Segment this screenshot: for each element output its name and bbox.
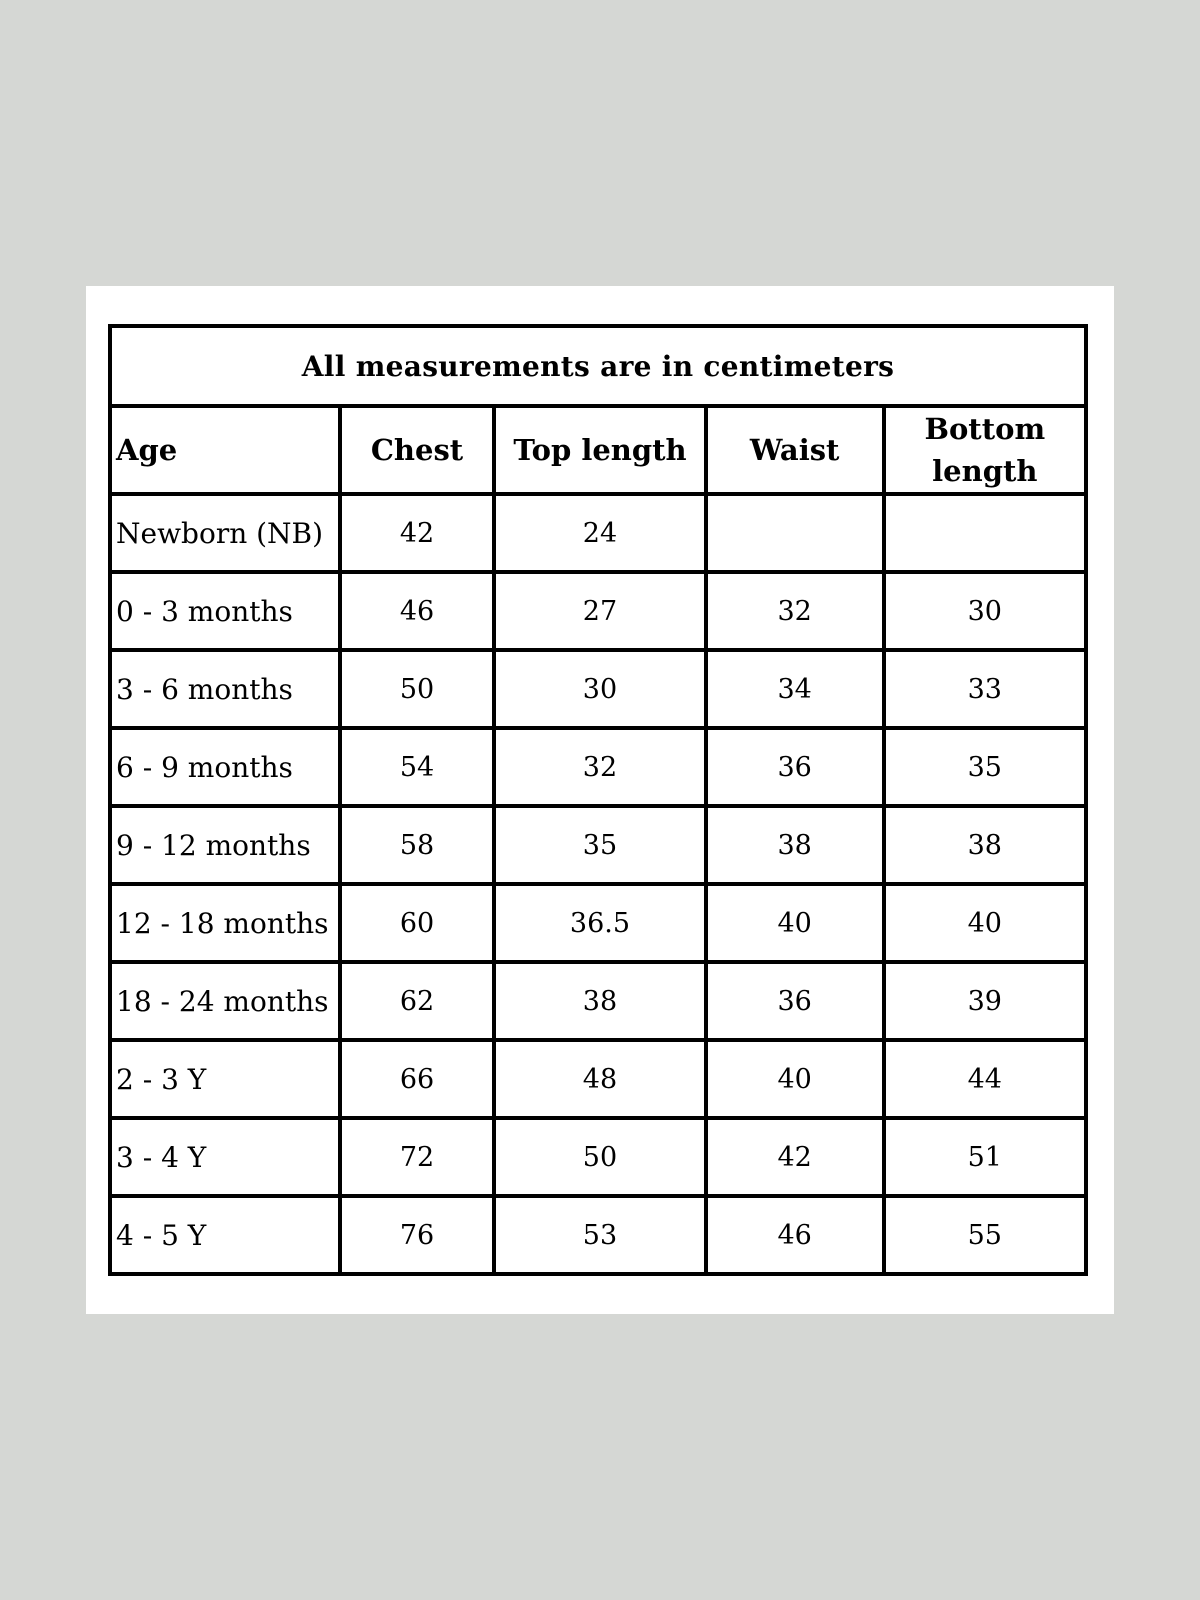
table-row	[110, 1196, 1086, 1274]
chest-cell: 50	[340, 650, 495, 728]
waist-cell: 42	[706, 1118, 884, 1196]
bottom-length-cell: 35	[884, 728, 1086, 806]
bottom-length-cell: 51	[884, 1118, 1086, 1196]
waist-cell: 46	[706, 1196, 884, 1274]
top-length-cell: 30	[494, 650, 705, 728]
table-row	[110, 1118, 1086, 1196]
chest-cell: 76	[340, 1196, 495, 1274]
age-cell: 0 - 3 months	[110, 572, 340, 650]
waist-cell: 40	[706, 1040, 884, 1118]
bottom-length-cell: 33	[884, 650, 1086, 728]
chest-cell: 72	[340, 1118, 495, 1196]
column-header-bottom-length-line2: length	[932, 454, 1038, 488]
waist-cell: 34	[706, 650, 884, 728]
bottom-length-cell: 44	[884, 1040, 1086, 1118]
top-length-cell: 32	[494, 728, 705, 806]
column-header-age: Age	[110, 406, 340, 494]
bottom-length-cell	[884, 494, 1086, 572]
chest-cell: 66	[340, 1040, 495, 1118]
table-row	[110, 1040, 1086, 1118]
column-header-chest: Chest	[340, 406, 495, 494]
age-cell: 2 - 3 Y	[110, 1040, 340, 1118]
top-length-cell: 35	[494, 806, 705, 884]
bottom-length-cell: 40	[884, 884, 1086, 962]
waist-cell: 36	[706, 962, 884, 1040]
table-row	[110, 650, 1086, 728]
bottom-length-cell: 55	[884, 1196, 1086, 1274]
chest-cell: 42	[340, 494, 495, 572]
table-row	[110, 962, 1086, 1040]
top-length-cell: 53	[494, 1196, 705, 1274]
age-cell: Newborn (NB)	[110, 494, 340, 572]
table-title: All measurements are in centimeters	[110, 326, 1086, 406]
age-cell: 6 - 9 months	[110, 728, 340, 806]
bottom-length-cell: 39	[884, 962, 1086, 1040]
column-header-bottom-length-line1: Bottom	[924, 412, 1046, 446]
top-length-cell: 38	[494, 962, 705, 1040]
age-cell: 18 - 24 months	[110, 962, 340, 1040]
bottom-length-cell: 38	[884, 806, 1086, 884]
age-cell: 4 - 5 Y	[110, 1196, 340, 1274]
waist-cell: 36	[706, 728, 884, 806]
top-length-cell: 50	[494, 1118, 705, 1196]
bottom-length-cell: 30	[884, 572, 1086, 650]
column-header-top-length: Top length	[494, 406, 705, 494]
age-cell: 9 - 12 months	[110, 806, 340, 884]
waist-cell: 40	[706, 884, 884, 962]
age-cell: 3 - 6 months	[110, 650, 340, 728]
age-cell: 12 - 18 months	[110, 884, 340, 962]
title-row	[110, 326, 1086, 406]
waist-cell: 38	[706, 806, 884, 884]
top-length-cell: 27	[494, 572, 705, 650]
chest-cell: 46	[340, 572, 495, 650]
column-header-waist: Waist	[706, 406, 884, 494]
table-row	[110, 728, 1086, 806]
chest-cell: 62	[340, 962, 495, 1040]
chest-cell: 58	[340, 806, 495, 884]
waist-cell	[706, 494, 884, 572]
age-cell: 3 - 4 Y	[110, 1118, 340, 1196]
table-row	[110, 806, 1086, 884]
top-length-cell: 48	[494, 1040, 705, 1118]
table-row	[110, 572, 1086, 650]
chest-cell: 60	[340, 884, 495, 962]
table-row	[110, 494, 1086, 572]
table-row	[110, 884, 1086, 962]
column-header-bottom-length	[884, 406, 1086, 494]
size-chart-card	[86, 286, 1114, 1314]
top-length-cell: 36.5	[494, 884, 705, 962]
top-length-cell: 24	[494, 494, 705, 572]
chest-cell: 54	[340, 728, 495, 806]
header-row	[110, 406, 1086, 494]
size-chart-table	[108, 324, 1088, 1276]
waist-cell: 32	[706, 572, 884, 650]
